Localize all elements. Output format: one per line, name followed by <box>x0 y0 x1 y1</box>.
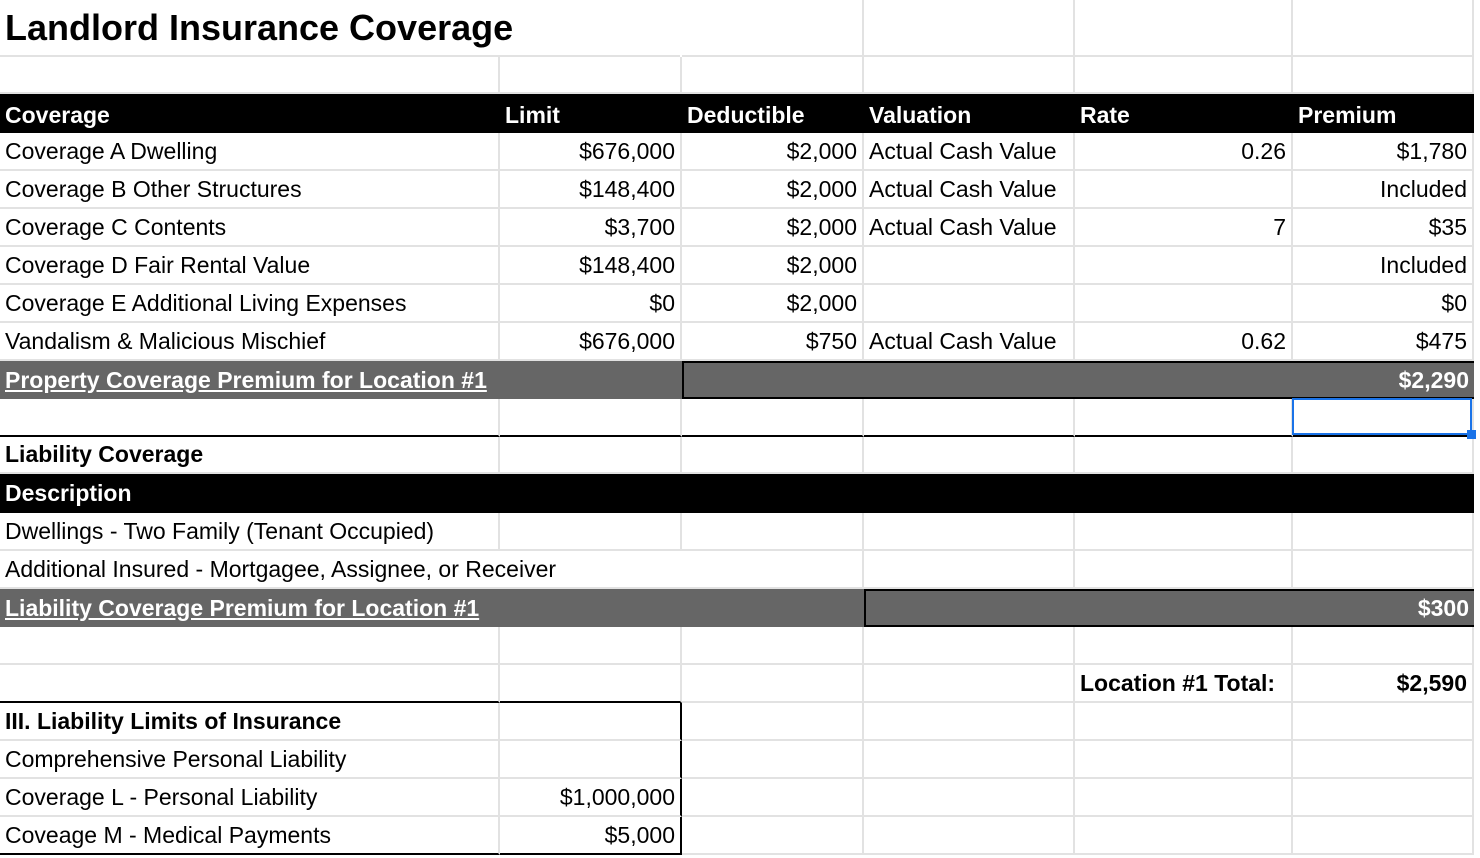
limit-cell[interactable]: $676,000 <box>500 133 682 171</box>
sheet-title[interactable]: Landlord Insurance Coverage <box>0 0 680 57</box>
cell[interactable] <box>864 779 1075 817</box>
cell[interactable] <box>864 0 1075 57</box>
limit-cell[interactable]: $3,700 <box>500 209 682 247</box>
cell[interactable] <box>682 437 864 474</box>
cell[interactable] <box>1075 703 1293 741</box>
cell[interactable] <box>500 703 682 741</box>
premium-cell[interactable]: $35 <box>1293 209 1474 247</box>
cell[interactable] <box>682 399 864 437</box>
property-header-row <box>0 94 1474 133</box>
liability-title-row <box>0 437 1474 474</box>
limit-value-cell[interactable] <box>500 741 682 779</box>
cell[interactable] <box>0 399 500 437</box>
liability-subtotal-value[interactable]: $300 <box>864 589 1474 627</box>
premium-cell[interactable]: $475 <box>1293 323 1474 361</box>
location-total-label[interactable]: Location #1 Total: <box>1075 665 1293 703</box>
rate-cell[interactable] <box>1075 247 1293 285</box>
cell[interactable] <box>1075 817 1293 855</box>
cell[interactable] <box>864 817 1075 855</box>
cell[interactable] <box>0 627 500 665</box>
valuation-cell[interactable]: Actual Cash Value <box>864 133 1075 171</box>
rate-cell[interactable] <box>1075 285 1293 323</box>
limit-cell[interactable]: $676,000 <box>500 323 682 361</box>
header-limit[interactable]: Limit <box>500 94 682 133</box>
cell[interactable] <box>864 513 1075 551</box>
table-row <box>0 323 1474 361</box>
cell[interactable] <box>1075 779 1293 817</box>
coverage-cell[interactable]: Coverage D Fair Rental Value <box>0 247 500 285</box>
cell[interactable] <box>682 0 864 57</box>
limit-label-cell[interactable]: Coveage M - Medical Payments <box>0 817 500 855</box>
property-subtotal-label: Property Coverage Premium for Location #1 <box>5 366 487 393</box>
liability-subtotal-label: Liability Coverage Premium for Location #1 <box>5 594 480 621</box>
table-row <box>0 133 1474 171</box>
blank-row <box>0 57 1474 94</box>
coverage-cell[interactable]: Coverage C Contents <box>0 209 500 247</box>
table-row <box>0 817 1474 855</box>
cell[interactable] <box>864 57 1075 94</box>
cell[interactable] <box>500 665 682 703</box>
cell[interactable] <box>500 513 682 551</box>
limit-cell[interactable]: $148,400 <box>500 171 682 209</box>
premium-cell[interactable]: $1,780 <box>1293 133 1474 171</box>
coverage-cell[interactable]: Vandalism & Malicious Mischief <box>0 323 500 361</box>
property-subtotal-value[interactable]: $2,290 <box>682 361 1474 399</box>
premium-cell[interactable]: Included <box>1293 171 1474 209</box>
cell[interactable] <box>1293 779 1474 817</box>
cell[interactable] <box>500 399 682 437</box>
location-total-row <box>0 665 1474 703</box>
cell[interactable] <box>1075 513 1293 551</box>
limit-cell[interactable]: $148,400 <box>500 247 682 285</box>
limits-title-row <box>0 703 1474 741</box>
table-row <box>0 171 1474 209</box>
property-subtotal-row <box>0 361 1474 399</box>
table-row <box>0 741 1474 779</box>
cell[interactable] <box>1293 57 1474 94</box>
valuation-cell[interactable]: Actual Cash Value <box>864 209 1075 247</box>
table-row <box>0 513 1474 551</box>
premium-cell[interactable]: Included <box>1293 247 1474 285</box>
limit-value-cell[interactable]: $1,000,000 <box>500 779 682 817</box>
fill-handle[interactable] <box>1467 430 1476 439</box>
valuation-cell[interactable] <box>864 247 1075 285</box>
coverage-cell[interactable]: Coverage A Dwelling <box>0 133 500 171</box>
deductible-cell[interactable]: $2,000 <box>682 247 864 285</box>
header-deductible[interactable]: Deductible <box>682 94 864 133</box>
limit-label-cell[interactable]: Comprehensive Personal Liability <box>0 741 500 779</box>
cell[interactable] <box>682 627 864 665</box>
cell[interactable] <box>1293 0 1474 57</box>
cell[interactable] <box>1293 627 1474 665</box>
liability-subtotal-label-cell[interactable] <box>0 589 864 627</box>
liability-subtotal-row <box>0 589 1474 627</box>
header-coverage[interactable]: Coverage <box>0 94 500 133</box>
cell[interactable] <box>864 703 1075 741</box>
cell[interactable] <box>500 437 682 474</box>
cell[interactable] <box>864 741 1075 779</box>
cell[interactable] <box>1075 551 1293 589</box>
cell[interactable] <box>1293 551 1474 589</box>
limit-value-cell[interactable]: $5,000 <box>500 817 682 855</box>
cell[interactable] <box>0 57 500 94</box>
header-rate[interactable]: Rate <box>1075 94 1293 133</box>
cell[interactable] <box>1075 627 1293 665</box>
cell[interactable] <box>500 57 682 94</box>
cell[interactable] <box>682 779 864 817</box>
liability-header-row <box>0 474 1474 513</box>
cell[interactable] <box>1075 57 1293 94</box>
cell[interactable] <box>500 627 682 665</box>
cell[interactable] <box>682 551 864 589</box>
cell[interactable] <box>1293 703 1474 741</box>
selected-cell-outline[interactable] <box>1292 398 1472 435</box>
table-row <box>0 551 1474 589</box>
table-row <box>0 779 1474 817</box>
table-row <box>0 209 1474 247</box>
deductible-cell[interactable]: $750 <box>682 323 864 361</box>
premium-cell[interactable]: $0 <box>1293 285 1474 323</box>
cell[interactable] <box>1075 437 1293 474</box>
cell[interactable] <box>864 399 1075 437</box>
location-total-value[interactable]: $2,590 <box>1293 665 1474 703</box>
rate-cell[interactable]: 0.62 <box>1075 323 1293 361</box>
cell[interactable] <box>1293 437 1474 474</box>
header-description[interactable]: Description <box>0 474 1474 513</box>
deductible-cell[interactable]: $2,000 <box>682 209 864 247</box>
cell[interactable] <box>682 665 864 703</box>
cell[interactable] <box>682 57 864 94</box>
cell[interactable] <box>1075 399 1293 437</box>
description-cell[interactable]: Dwellings - Two Family (Tenant Occupied) <box>0 513 500 551</box>
cell[interactable] <box>682 817 864 855</box>
deductible-cell[interactable]: $2,000 <box>682 285 864 323</box>
header-valuation[interactable]: Valuation <box>864 94 1075 133</box>
deductible-cell[interactable]: $2,000 <box>682 171 864 209</box>
cell[interactable] <box>682 741 864 779</box>
cell[interactable] <box>864 551 1075 589</box>
cell[interactable] <box>682 703 864 741</box>
liability-section-title[interactable]: Liability Coverage <box>0 437 500 474</box>
cell[interactable] <box>864 665 1075 703</box>
table-row <box>0 285 1474 323</box>
limits-section-title[interactable]: III. Liability Limits of Insurance <box>0 703 500 741</box>
header-premium[interactable]: Premium <box>1293 94 1474 133</box>
cell[interactable] <box>1293 741 1474 779</box>
title-row <box>0 0 1474 57</box>
table-row <box>0 247 1474 285</box>
blank-row <box>0 399 1474 437</box>
limit-label-cell[interactable]: Coverage L - Personal Liability <box>0 779 500 817</box>
cell[interactable] <box>1293 513 1474 551</box>
cell[interactable] <box>864 437 1075 474</box>
valuation-cell[interactable]: Actual Cash Value <box>864 171 1075 209</box>
cell[interactable] <box>1075 741 1293 779</box>
deductible-cell[interactable]: $2,000 <box>682 133 864 171</box>
description-cell[interactable]: Additional Insured - Mortgagee, Assignee, or Receiver <box>0 551 682 589</box>
rate-cell[interactable] <box>1075 171 1293 209</box>
limit-cell[interactable]: $0 <box>500 285 682 323</box>
valuation-cell[interactable]: Actual Cash Value <box>864 323 1075 361</box>
rate-cell[interactable]: 0.26 <box>1075 133 1293 171</box>
cell[interactable] <box>0 665 500 703</box>
cell[interactable] <box>682 513 864 551</box>
cell[interactable] <box>1293 817 1474 855</box>
blank-row <box>0 627 1474 665</box>
rate-cell[interactable]: 7 <box>1075 209 1293 247</box>
coverage-cell[interactable]: Coverage E Additional Living Expenses <box>0 285 500 323</box>
valuation-cell[interactable] <box>864 285 1075 323</box>
property-subtotal-label-cell[interactable] <box>0 361 682 399</box>
coverage-cell[interactable]: Coverage B Other Structures <box>0 171 500 209</box>
cell[interactable] <box>864 627 1075 665</box>
cell[interactable] <box>1075 0 1293 57</box>
